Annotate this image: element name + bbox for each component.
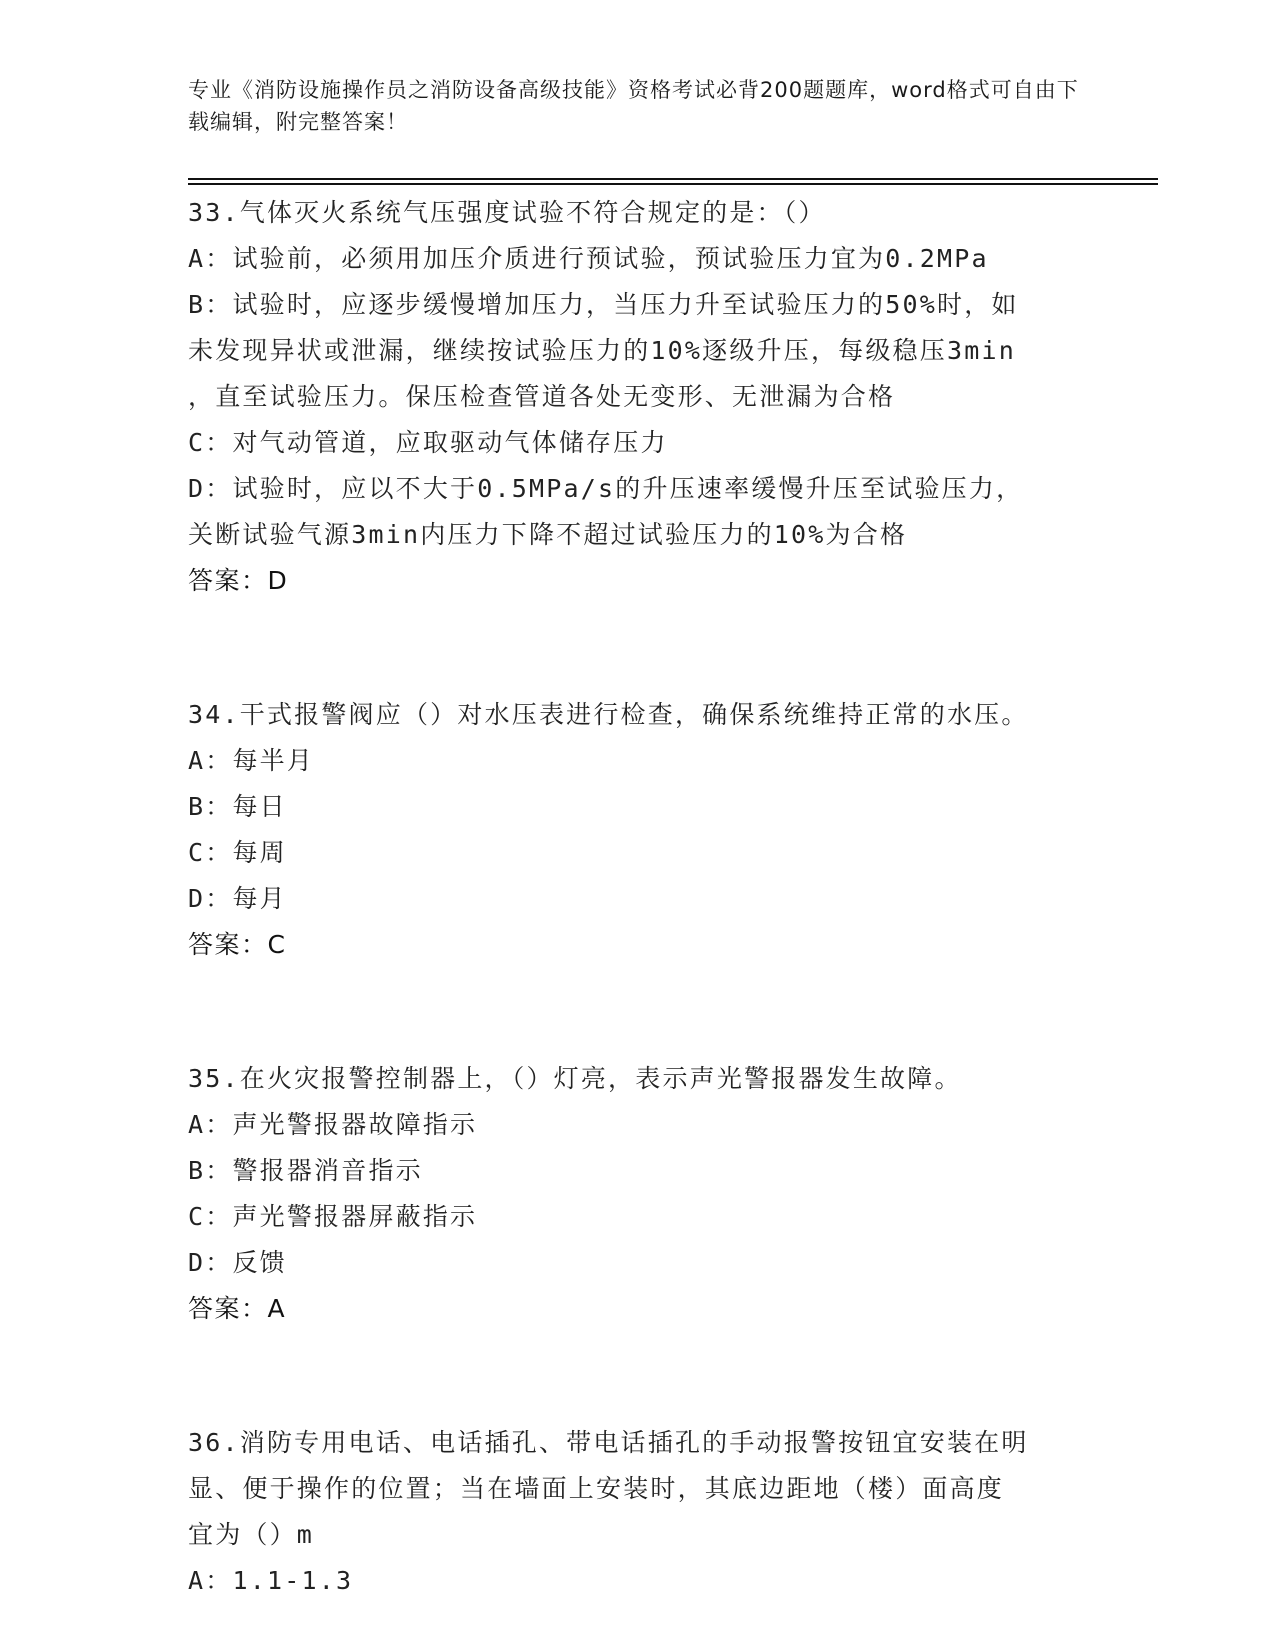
document-header xyxy=(188,74,1088,138)
option-d: D：反馈 xyxy=(188,1248,287,1277)
option-a: A：每半月 xyxy=(188,746,315,775)
question-stem: 36.消防专用电话、电话插孔、带电话插孔的手动报警按钮宜安装在明 xyxy=(188,1428,1029,1457)
question-36 xyxy=(188,1420,1088,1604)
question-stem: 34.干式报警阀应（）对水压表进行检查，确保系统维持正常的水压。 xyxy=(188,700,1029,729)
option-b-continued: ，直至试验压力。保压检查管道各处无变形、无泄漏为合格 xyxy=(188,382,896,411)
question-list xyxy=(188,190,1088,1604)
option-d: D：每月 xyxy=(188,884,287,913)
answer-line: 答案：A xyxy=(188,1294,287,1323)
option-a: A：声光警报器故障指示 xyxy=(188,1110,478,1139)
option-b: B：警报器消音指示 xyxy=(188,1156,423,1185)
header-divider-top xyxy=(188,178,1158,180)
option-c: C：对气动管道，应取驱动气体储存压力 xyxy=(188,428,668,457)
option-d: D：试验时，应以不大于0.5MPa/s的升压速率缓慢升压至试验压力， xyxy=(188,474,1024,503)
question-35 xyxy=(188,1056,1088,1332)
option-a: A：1.1-1.3 xyxy=(188,1566,354,1595)
question-34 xyxy=(188,692,1088,968)
question-stem-continued: 显、便于操作的位置；当在墙面上安装时，其底边距地（楼）面高度 xyxy=(188,1474,1005,1503)
option-b: B：试验时，应逐步缓慢增加压力，当压力升至试验压力的50%时，如 xyxy=(188,290,1019,319)
header-divider-bottom xyxy=(188,183,1158,185)
question-33 xyxy=(188,190,1088,604)
question-stem: 35.在火灾报警控制器上，（）灯亮，表示声光警报器发生故障。 xyxy=(188,1064,962,1093)
option-b: B：每日 xyxy=(188,792,287,821)
answer-line: 答案：D xyxy=(188,566,289,595)
option-a: A：试验前，必须用加压介质进行预试验，预试验压力宜为0.2MPa xyxy=(188,244,989,273)
header-text: 专业《消防设施操作员之消防设备高级技能》资格考试必背200题题库，word格式可自由下载编辑，附完整答案！ xyxy=(188,78,1079,134)
answer-line: 答案：C xyxy=(188,930,287,959)
option-d-continued: 关断试验气源3min内压力下降不超过试验压力的10%为合格 xyxy=(188,520,908,549)
question-stem-continued: 宜为（）m xyxy=(188,1520,315,1549)
option-b-continued: 未发现异状或泄漏，继续按试验压力的10%逐级升压，每级稳压3min xyxy=(188,336,1016,365)
option-c: C：每周 xyxy=(188,838,287,867)
question-stem: 33.气体灭火系统气压强度试验不符合规定的是：（） xyxy=(188,198,826,227)
option-c: C：声光警报器屏蔽指示 xyxy=(188,1202,478,1231)
